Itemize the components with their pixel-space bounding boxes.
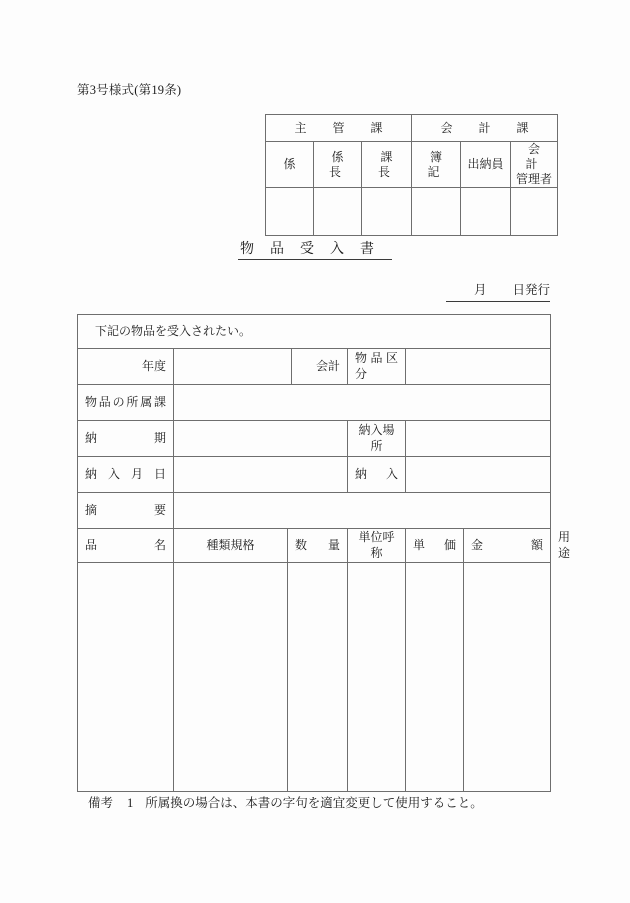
issue-date-month-label: 月 bbox=[473, 283, 487, 297]
cell-spec[interactable] bbox=[174, 563, 288, 792]
summary-label: 摘 要 bbox=[78, 493, 174, 529]
issue-date-day-label: 日発行 bbox=[512, 283, 550, 297]
column-header-unit: 単位呼称 bbox=[348, 529, 406, 563]
column-header-spec: 種類規格 bbox=[174, 529, 288, 563]
document-title-text: 物品受入書 bbox=[238, 242, 392, 260]
approval-role-boki: 簿 記 bbox=[412, 142, 461, 188]
column-header-quantity: 数 量 bbox=[288, 529, 348, 563]
issue-date-line bbox=[446, 280, 550, 302]
delivery-date-value[interactable] bbox=[174, 457, 348, 493]
cell-amount[interactable] bbox=[464, 563, 551, 792]
account-label: 会計 bbox=[292, 349, 348, 385]
delivery-deadline-value[interactable] bbox=[174, 421, 348, 457]
delivery-date-label: 納入月日 bbox=[78, 457, 174, 493]
goods-category-label: 物品区分 bbox=[348, 349, 406, 385]
footer-note-index: 1 bbox=[127, 796, 134, 810]
approval-role-line1: 会 計 bbox=[525, 142, 563, 171]
intro-text: 下記の物品を受入されたい。 bbox=[78, 315, 551, 349]
column-header-unit-price: 単 価 bbox=[406, 529, 464, 563]
approval-stamp-row bbox=[266, 188, 558, 236]
delivery-place-label: 納入場所 bbox=[348, 421, 406, 457]
goods-category-value[interactable] bbox=[406, 349, 551, 385]
approval-role-row bbox=[266, 142, 558, 188]
fiscal-year-row bbox=[78, 349, 551, 385]
stamp-cell-kakaricho[interactable] bbox=[314, 188, 362, 236]
document-title bbox=[0, 238, 630, 258]
approval-role-kaikei-kanrisha bbox=[511, 142, 563, 188]
delivery-date-row bbox=[78, 457, 551, 493]
stamp-cell-kakari[interactable] bbox=[266, 188, 314, 236]
belonging-section-value[interactable] bbox=[174, 385, 551, 421]
footer-note bbox=[88, 793, 483, 811]
supplier-value[interactable] bbox=[406, 457, 551, 493]
stamp-cell-kacho[interactable] bbox=[362, 188, 412, 236]
stamp-cell-boki[interactable] bbox=[412, 188, 461, 236]
delivery-deadline-label: 納 期 bbox=[78, 421, 174, 457]
cell-quantity[interactable] bbox=[288, 563, 348, 792]
form-number: 第3号様式(第19条) bbox=[77, 83, 182, 97]
fiscal-year-label: 年度 bbox=[78, 349, 174, 385]
approval-group-row bbox=[266, 115, 558, 142]
stamp-cell-kaikei-kanrisha[interactable] bbox=[511, 188, 558, 236]
belonging-section-row bbox=[78, 385, 551, 421]
stamp-cell-suitounin[interactable] bbox=[461, 188, 511, 236]
approval-group-supervising: 主 管 課 bbox=[266, 115, 412, 142]
summary-value[interactable] bbox=[174, 493, 551, 529]
approval-role-suitounin: 出納員 bbox=[461, 142, 511, 188]
cell-unit[interactable] bbox=[348, 563, 406, 792]
approval-role-line2: 管理者 bbox=[516, 172, 553, 186]
approval-group-accounting: 会 計 課 bbox=[412, 115, 558, 142]
approval-role-kakari: 係 bbox=[266, 142, 314, 188]
delivery-place-value[interactable] bbox=[406, 421, 551, 457]
footer-note-text: 所属換の場合は、本書の字句を適宜変更して使用すること。 bbox=[145, 796, 483, 810]
column-header-item-name: 品 名 bbox=[78, 529, 174, 563]
intro-row bbox=[78, 315, 551, 349]
approval-role-kakaricho: 係 長 bbox=[314, 142, 362, 188]
fiscal-year-value[interactable] bbox=[174, 349, 292, 385]
summary-row bbox=[78, 493, 551, 529]
cell-unit-price[interactable] bbox=[406, 563, 464, 792]
belonging-section-label: 物品の所属課 bbox=[78, 385, 174, 421]
approval-table bbox=[265, 114, 563, 236]
delivery-deadline-row bbox=[78, 421, 551, 457]
table-row bbox=[78, 563, 551, 792]
column-header-amount: 金 額 bbox=[464, 529, 551, 563]
receipt-form-table bbox=[77, 314, 583, 792]
item-table-header-row: 品 名 種類規格 数 量 単位呼称 単 価 金 額 用 途 bbox=[78, 529, 551, 563]
approval-role-kacho: 課 長 bbox=[362, 142, 412, 188]
footer-note-label: 備考 bbox=[88, 796, 114, 810]
supplier-label: 納 入 bbox=[348, 457, 406, 493]
cell-item-name[interactable] bbox=[78, 563, 174, 792]
